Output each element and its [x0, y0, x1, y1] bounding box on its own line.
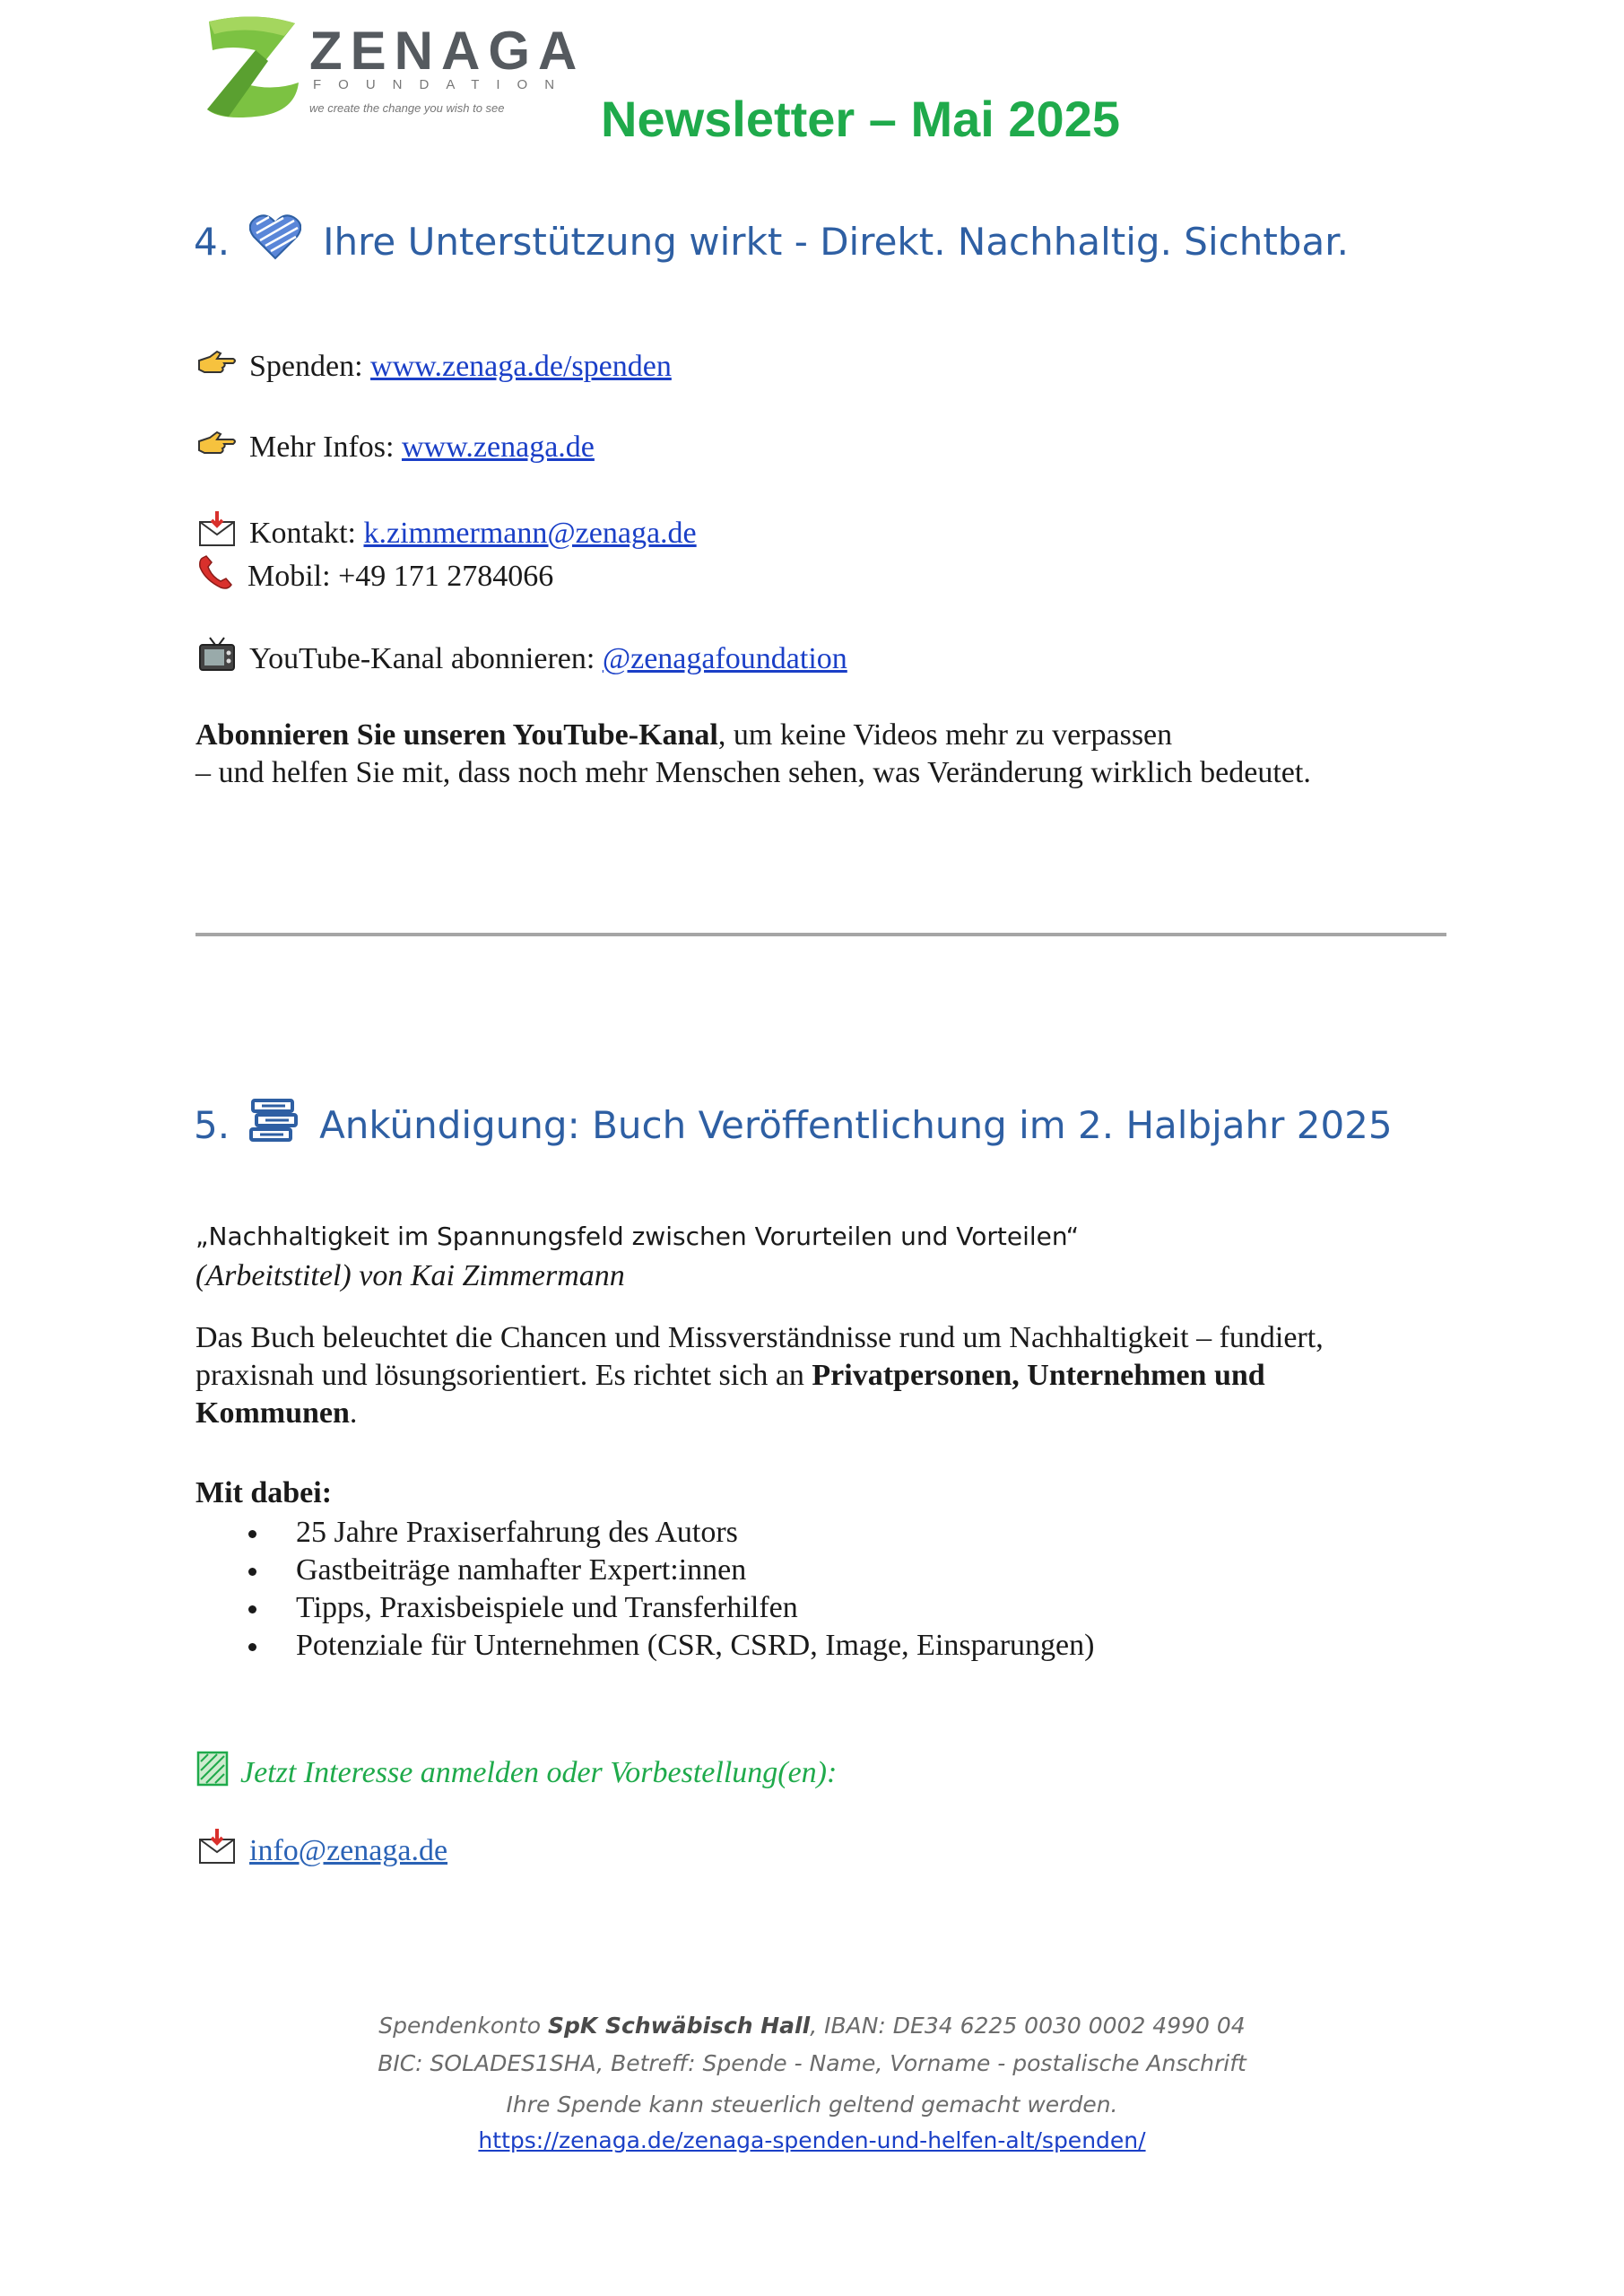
youtube-channel-link[interactable]: @zenagafoundation: [602, 641, 847, 675]
section-5-heading: [194, 1098, 1393, 1152]
donate-line: [197, 348, 672, 385]
donate-link[interactable]: www.zenaga.de/spenden: [370, 349, 672, 383]
list-item: Potenziale für Unternehmen (CSR, CSRD, Image, Einsparungen): [247, 1627, 1094, 1665]
logo-wordmark: ZENAGA: [309, 21, 586, 81]
desc-end: .: [349, 1396, 358, 1430]
contact-email-link[interactable]: k.zimmermann@zenaga.de: [363, 516, 697, 550]
mobile-number: Mobil: +49 171 2784066: [248, 559, 554, 593]
footer-bank-line: [0, 2013, 1624, 2039]
desc-part-1: Das Buch beleuchtet die Chancen und Missverständnisse rund um Nachhaltigkeit – fundiert,: [195, 1321, 1324, 1354]
subscribe-rest: , um keine Videos mehr zu verpassen: [717, 718, 1173, 752]
footer-bic-line: BIC: SOLADES1SHA, Betreff: Spende - Name, Vorname - postalische Anschrift: [378, 2050, 1246, 2076]
list-item: Tipps, Praxisbeispiele und Transferhilfen: [247, 1589, 1094, 1627]
green-book-icon: [195, 1751, 230, 1795]
inbox-envelope-icon: [197, 1829, 237, 1873]
info-label: Mehr Infos:: [249, 430, 395, 464]
section-4-title: Ihre Unterstützung wirkt - Direkt. Nachhaltig. Sichtbar.: [323, 219, 1349, 264]
youtube-label: YouTube-Kanal abonnieren:: [249, 641, 595, 675]
section-4-number: 4.: [194, 219, 230, 264]
footer-line1-post: , IBAN: DE34 6225 0030 0002 4990 04: [810, 2013, 1246, 2039]
info-line: [197, 429, 595, 465]
list-item: 25 Jahre Praxiserfahrung des Autors: [247, 1514, 1094, 1552]
section-5-number: 5.: [194, 1102, 230, 1147]
contact-line: [197, 511, 697, 555]
book-description: [195, 1319, 1451, 1432]
logo-subtitle: FOUNDATION: [313, 77, 572, 92]
section-5-title: Ankündigung: Buch Veröffentlichung im 2. Halbjahr 2025: [319, 1102, 1393, 1147]
desc-bold-1: Privatpersonen, Unternehmen und: [812, 1359, 1265, 1392]
info-link[interactable]: www.zenaga.de: [401, 430, 595, 464]
desc-part-2: praxisnah und lösungsorientiert. Es richtet sich an: [195, 1359, 812, 1392]
newsletter-title: Newsletter – Mai 2025: [601, 91, 1120, 147]
footer-tax-line: Ihre Spende kann steuerlich geltend gemacht werden.: [506, 2092, 1118, 2118]
desc-bold-2: Kommunen: [195, 1396, 350, 1430]
interest-text: Jetzt Interesse anmelden oder Vorbestellung(en):: [240, 1755, 838, 1789]
interest-email-line: [197, 1829, 447, 1873]
pointing-hand-icon: [197, 429, 237, 465]
list-item: Gastbeiträge namhafter Expert:innen: [247, 1552, 1094, 1589]
features-heading: Mit dabei:: [195, 1476, 333, 1509]
book-subtitle: (Arbeitstitel) von Kai Zimmermann: [195, 1259, 625, 1292]
subscribe-bold: Abonnieren Sie unseren YouTube-Kanal: [195, 718, 718, 752]
section-4-heading: [194, 213, 1349, 269]
mobile-line: [197, 554, 553, 598]
inbox-envelope-icon: [197, 511, 237, 555]
footer-bank-name: SpK Schwäbisch Hall: [548, 2013, 811, 2039]
donate-label: Spenden:: [249, 349, 363, 383]
telephone-receiver-icon: [197, 554, 235, 598]
zenaga-logo: [202, 14, 586, 122]
footer-line1-pre: Spendenkonto: [378, 2013, 549, 2039]
book-title: „Nachhaltigkeit im Spannungsfeld zwischen Vorurteilen und Vorteilen“: [195, 1222, 1080, 1251]
section-divider: [195, 933, 1446, 936]
features-list: [247, 1514, 1094, 1665]
interest-email-link[interactable]: info@zenaga.de: [249, 1833, 448, 1867]
television-icon: [197, 637, 237, 681]
contact-label: Kontakt:: [249, 516, 356, 550]
footer-link-line: [0, 2127, 1624, 2153]
zenaga-z-logo-icon: [202, 14, 305, 120]
youtube-line: [197, 637, 847, 681]
subscribe-line-2: – und helfen Sie mit, dass noch mehr Menschen sehen, was Veränderung wirklich bedeutet.: [195, 756, 1311, 789]
books-icon: [249, 1098, 298, 1152]
subscribe-paragraph: [195, 717, 1451, 792]
footer-donation-link[interactable]: https://zenaga.de/zenaga-spenden-und-helfen-alt/spenden/: [478, 2127, 1146, 2153]
blue-heart-icon: [249, 213, 301, 269]
interest-line: [195, 1751, 837, 1795]
logo-tagline: we create the change you wish to see: [309, 101, 505, 115]
pointing-hand-icon: [197, 348, 237, 385]
